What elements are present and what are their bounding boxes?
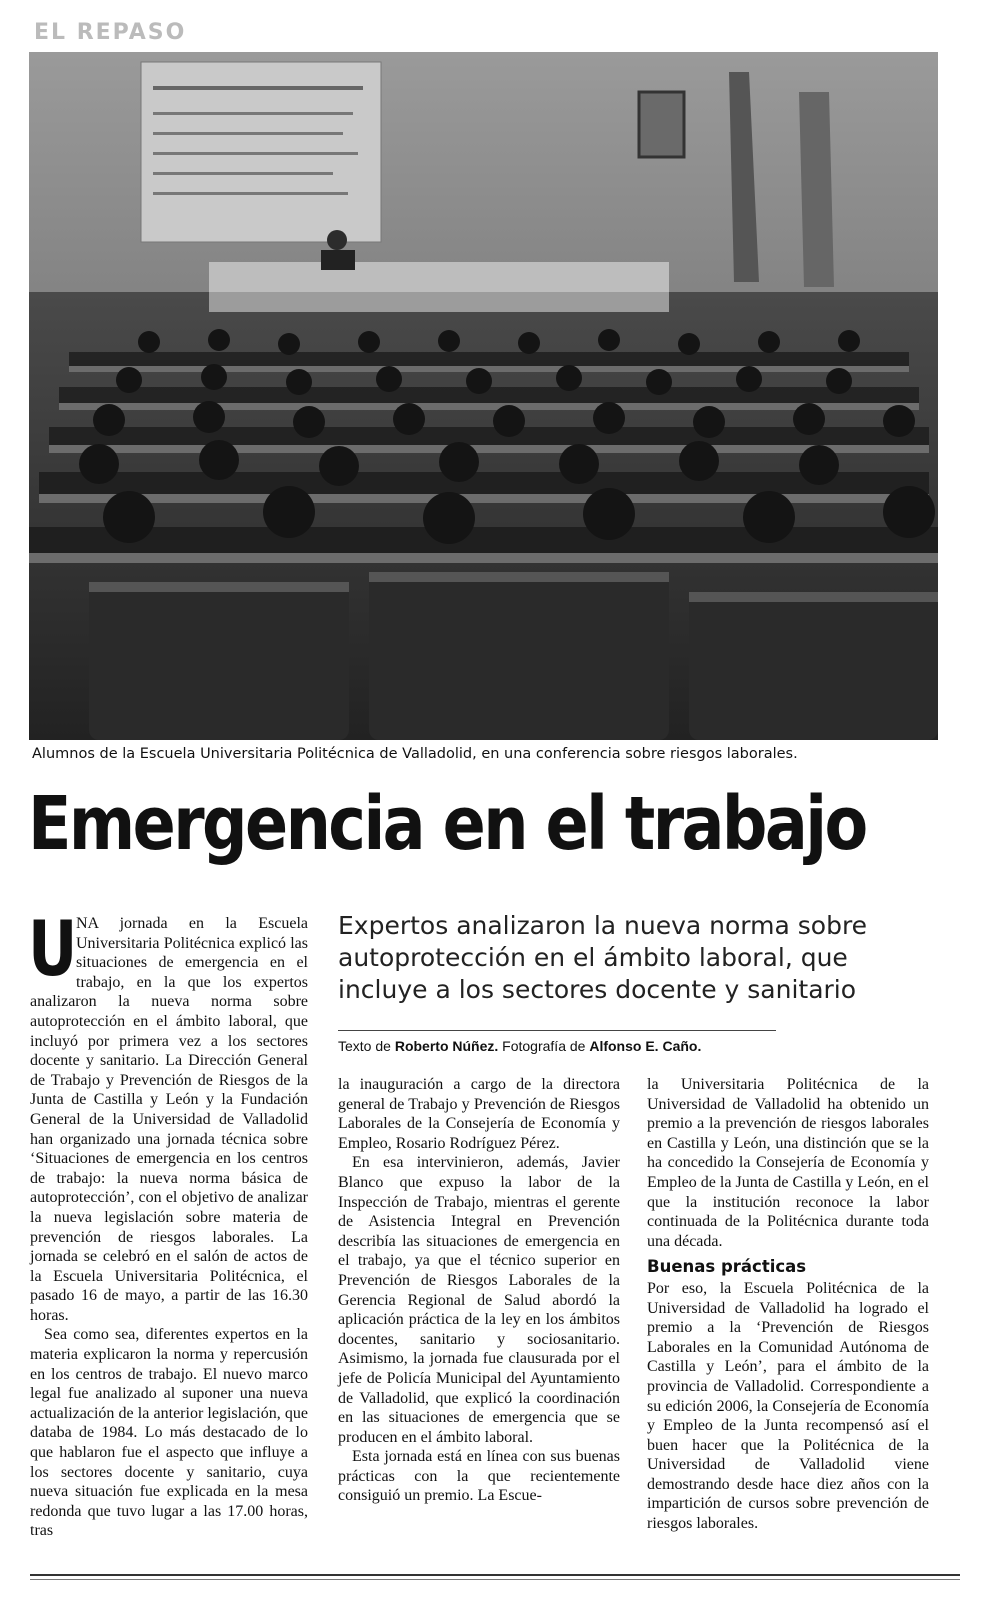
article-paragraph: Sea como sea, diferentes expertos en la materia explicaron la norma y repercusión en los centros de trabajo. El nuevo marco legal fue analizado al suponer una nueva actualización de la anterior legislación, que databa de 1984. Lo más destacado de lo que hablaron fue el aspecto que influye a los sectores docente y sanitario, cuya nueva situación fue explicada en la mesa redonda que tuvo lugar a las 17.00 horas, tras bbox=[30, 1326, 308, 1540]
byline-text-prefix: Texto de bbox=[338, 1038, 395, 1054]
bottom-rule-thin bbox=[30, 1579, 960, 1580]
section-subtitle: Buenas prácticas bbox=[647, 1257, 807, 1277]
paragraph-text: NA jornada en la Escuela Universitaria Politécnica explicó las situaciones de emergencia en el trabajo, en la que los expertos analizaron la nueva norma sobre autoprotección en el ámbito laboral, que incluyó por primera vez a los sectores docente y sanitario. La Dirección General de Trabajo y Prevención de Riesgos de la Junta de Castilla y León y la Fundación General de la Universidad de Valladolid han organizado una jornada técnica sobre ‘Situaciones de emergencia en los centros de trabajo: la nueva norma básica de autoprotección’, con el objetivo de analizar la nueva legislación sobre materia de prevención de riesgos laborales. La jornada se celebró en el salón de actos de la Escuela Universitaria Politécnica, el pasado 16 de mayo, a partir de las 16.30 horas. bbox=[30, 915, 308, 1324]
drop-cap: U bbox=[28, 904, 78, 993]
byline-author: Roberto Núñez. bbox=[394, 1038, 499, 1054]
article-column-3 bbox=[647, 1075, 929, 1534]
article-paragraph bbox=[28, 904, 308, 1325]
subheadline: Expertos analizaron la nueva norma sobre autoprotección en el ámbito laboral, que incluye a los sectores docente y sanitario bbox=[338, 911, 868, 1004]
article-paragraph: la inauguración a cargo de la directora general de Trabajo y Prevención de Riesgos Laborales de la Consejería de Economía y Empleo, Rosario Rodríguez Pérez. bbox=[338, 1076, 620, 1152]
article-column-2 bbox=[338, 1075, 620, 1506]
byline-photographer: Alfonso E. Caño. bbox=[589, 1038, 702, 1054]
article-paragraph: Esta jornada está en línea con sus buenas prácticas con la que recientemente consiguió un premio. La Escue- bbox=[338, 1448, 620, 1505]
article-column-1 bbox=[28, 904, 308, 1541]
conference-photo bbox=[29, 52, 938, 740]
article-paragraph: la Universitaria Politécnica de la Universidad de Valladolid ha obtenido un premio a la prevención de riesgos laborales en Castilla y León, una distinción que se la ha concedido la Consejería de Economía y Empleo de la Junta de Castilla y León, en el que la institución reconoce la labor continuada de la Politécnica durante toda una década. bbox=[647, 1076, 929, 1250]
article-paragraph: Por eso, la Escuela Politécnica de la Universidad de Valladolid ha logrado el premio a la ‘Prevención de Riesgos Laborales en la Comunidad Autónoma de Castilla y León’, para el ámbito de la provincia de Valladolid. Correspondiente a su edición 2006, la Consejería de Economía y Empleo de la Junta recompensó así el buen hacer que la Politécnica de la Universidad de Valladolid viene demostrando desde hace diez años con la impartición de cursos sobre prevención de riesgos laborales. bbox=[647, 1279, 929, 1533]
byline-divider bbox=[338, 1030, 776, 1031]
headline: Emergencia en el trabajo bbox=[28, 781, 866, 867]
article-paragraph: En esa intervinieron, además, Javier Blanco que expuso la labor de la Inspección de Trabajo, mientras el gerente de Asistencia Integral en Prevención describía las situaciones de emergencia en el trabajo, ya que el técnico superior en Prevención de Riesgos Laborales de la Gerencia Regional de Salud abordó la aplicación práctica de la ley en los ámbitos docentes, sanitario y sociosanitario. Asimismo, la jornada fue clausurada por el jefe de Policía Municipal del Ayuntamiento de Valladolid, que explicó la coordinación en las situaciones de emergencia que se producen en el ámbito laboral. bbox=[338, 1154, 620, 1446]
section-label: EL REPASO bbox=[34, 20, 187, 45]
byline-photo-prefix: Fotografía de bbox=[498, 1038, 590, 1054]
bottom-rule bbox=[30, 1574, 960, 1576]
byline bbox=[338, 1038, 701, 1054]
photo-caption: Alumnos de la Escuela Universitaria Politécnica de Valladolid, en una conferencia sobre riesgos laborales. bbox=[32, 746, 798, 762]
